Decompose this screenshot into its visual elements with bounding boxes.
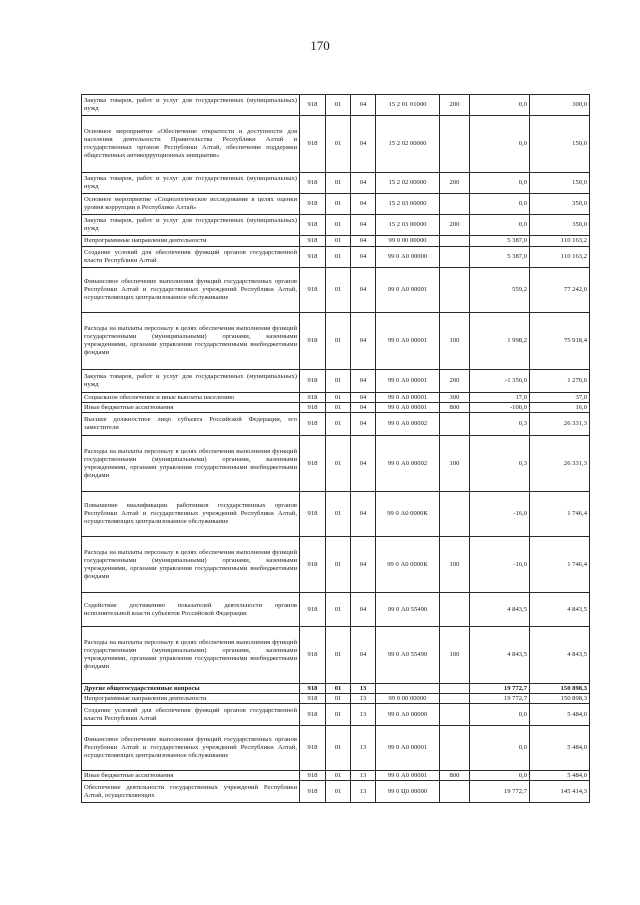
ved-code-cell: 918 [300,116,326,173]
table-row [82,436,590,492]
expense-type-cell: 300 [440,393,470,403]
section-code-cell: 01 [326,268,351,313]
expense-type-cell [440,726,470,771]
total-amount-cell: 150 898,3 [530,684,590,694]
target-article-cell: 99 0 А0 0000К [376,492,440,537]
target-article-cell: 99 0 А0 00000 [376,247,440,268]
change-amount-cell: -16,0 [470,492,530,537]
subsection-code-cell: 04 [351,313,376,370]
expense-type-cell [440,236,470,247]
subsection-code-cell: 04 [351,247,376,268]
table-row [82,173,590,194]
target-article-cell: 99 0 А0 0000К [376,537,440,593]
subsection-code-cell: 13 [351,726,376,771]
section-code-cell: 01 [326,593,351,627]
total-amount-cell: 77 242,0 [530,268,590,313]
subsection-code-cell: 04 [351,403,376,413]
section-code-cell: 01 [326,684,351,694]
subsection-code-cell: 04 [351,436,376,492]
total-amount-cell: 26 331,3 [530,436,590,492]
section-code-cell: 01 [326,726,351,771]
table-row [82,313,590,370]
target-article-cell: 99 0 А0 00001 [376,726,440,771]
section-code-cell: 01 [326,627,351,684]
total-amount-cell: 350,0 [530,215,590,236]
total-amount-cell: 4 843,5 [530,627,590,684]
change-amount-cell: 1 998,2 [470,313,530,370]
row-name-cell: Высшее должностное лицо субъекта Российской Федерации, его заместители [82,413,300,436]
row-name-cell: Закупка товаров, работ и услуг для государственных (муниципальных) нужд [82,95,300,116]
total-amount-cell: 150,0 [530,116,590,173]
ved-code-cell: 918 [300,393,326,403]
expense-type-cell: 200 [440,370,470,393]
table-row [82,694,590,704]
table-row [82,194,590,215]
row-name-cell: Закупка товаров, работ и услуг для государственных (муниципальных) нужд [82,215,300,236]
total-amount-cell: 4 843,5 [530,593,590,627]
total-amount-cell: 150 898,3 [530,694,590,704]
target-article-cell: 99 0 А0 00001 [376,370,440,393]
change-amount-cell: 5 387,0 [470,236,530,247]
target-article-cell: 99 0 Ц0 00000 [376,781,440,803]
change-amount-cell: -1 356,0 [470,370,530,393]
budget-table [81,94,590,803]
row-name-cell: Создание условий для обеспечения функций органов государственной власти Республики Алтай [82,247,300,268]
ved-code-cell: 918 [300,537,326,593]
row-name-cell: Непрограммные направления деятельности [82,236,300,247]
ved-code-cell: 918 [300,403,326,413]
total-amount-cell: 300,0 [530,95,590,116]
ved-code-cell: 918 [300,436,326,492]
section-code-cell: 01 [326,370,351,393]
total-amount-cell: 145 414,3 [530,781,590,803]
total-amount-cell: 350,0 [530,194,590,215]
target-article-cell: 99 0 А0 00002 [376,413,440,436]
target-article-cell: 15 2 01 01000 [376,95,440,116]
target-article-cell: 99 0 А0 00001 [376,313,440,370]
row-name-cell: Закупка товаров, работ и услуг для государственных (муниципальных) нужд [82,370,300,393]
expense-type-cell: 800 [440,403,470,413]
change-amount-cell: 0,0 [470,95,530,116]
table-row [82,403,590,413]
subsection-code-cell: 04 [351,236,376,247]
ved-code-cell: 918 [300,771,326,781]
ved-code-cell: 918 [300,694,326,704]
ved-code-cell: 918 [300,726,326,771]
total-amount-cell: 5 484,0 [530,704,590,726]
change-amount-cell: 4 843,5 [470,627,530,684]
change-amount-cell: 0,0 [470,173,530,194]
expense-type-cell [440,413,470,436]
expense-type-cell: 100 [440,537,470,593]
target-article-cell: 15 2 03 00000 [376,194,440,215]
table-row [82,268,590,313]
ved-code-cell: 918 [300,194,326,215]
ved-code-cell: 918 [300,370,326,393]
subsection-code-cell: 04 [351,492,376,537]
section-code-cell: 01 [326,704,351,726]
change-amount-cell: 5 387,0 [470,247,530,268]
row-name-cell: Другие общегосударственные вопросы [82,684,300,694]
change-amount-cell: 0,0 [470,116,530,173]
row-name-cell: Финансовое обеспечение выполнения функций государственных органов Республики Алтай и государственных учреждений Республики Алтай, осуществляющих централизованное обслуживание [82,268,300,313]
expense-type-cell [440,116,470,173]
total-amount-cell: 150,0 [530,173,590,194]
expense-type-cell: 100 [440,313,470,370]
expense-type-cell [440,492,470,537]
total-amount-cell: 110 163,2 [530,236,590,247]
total-amount-cell: 1 746,4 [530,537,590,593]
table-row [82,247,590,268]
section-code-cell: 01 [326,215,351,236]
target-article-cell: 99 0 00 00000 [376,236,440,247]
change-amount-cell: 4 843,5 [470,593,530,627]
ved-code-cell: 918 [300,781,326,803]
change-amount-cell: 19 772,7 [470,684,530,694]
subsection-code-cell: 04 [351,95,376,116]
row-name-cell: Расходы на выплаты персоналу в целях обеспечения выполнения функций государственными (муниципальными) органами, казенными учреждениями, органами управления государственными внебюджетными фондами [82,537,300,593]
target-article-cell: 99 0 А0 00002 [376,436,440,492]
ved-code-cell: 918 [300,215,326,236]
change-amount-cell: 0,0 [470,704,530,726]
target-article-cell: 99 0 А0 00001 [376,268,440,313]
change-amount-cell: 0,0 [470,194,530,215]
target-article-cell: 99 0 А0 00001 [376,403,440,413]
row-name-cell: Расходы на выплаты персоналу в целях обеспечения выполнения функций государственными (муниципальными) органами, казенными учреждениями, органами управления государственными внебюджетными фондами [82,436,300,492]
table-row [82,370,590,393]
section-code-cell: 01 [326,436,351,492]
target-article-cell: 15 2 03 00000 [376,215,440,236]
expense-type-cell [440,684,470,694]
row-name-cell: Социальное обеспечение и иные выплаты населению [82,393,300,403]
total-amount-cell: 110 163,2 [530,247,590,268]
expense-type-cell [440,704,470,726]
section-code-cell: 01 [326,781,351,803]
row-name-cell: Основное мероприятие «Социологическое исследование в целях оценки уровня коррупции в Республике Алтай» [82,194,300,215]
table-row [82,684,590,694]
target-article-cell: 99 0 А0 55490 [376,593,440,627]
section-code-cell: 01 [326,116,351,173]
expense-type-cell: 200 [440,173,470,194]
total-amount-cell: 1 746,4 [530,492,590,537]
row-name-cell: Закупка товаров, работ и услуг для государственных (муниципальных) нужд [82,173,300,194]
change-amount-cell: 19 772,7 [470,694,530,704]
target-article-cell: 15 2 02 00000 [376,173,440,194]
target-article-cell: 99 0 А0 00001 [376,771,440,781]
target-article-cell: 15 2 02 00000 [376,116,440,173]
subsection-code-cell: 04 [351,537,376,593]
change-amount-cell: 17,0 [470,393,530,403]
ved-code-cell: 918 [300,236,326,247]
subsection-code-cell: 04 [351,194,376,215]
target-article-cell: 99 0 А0 55490 [376,627,440,684]
table-row [82,537,590,593]
subsection-code-cell: 13 [351,684,376,694]
row-name-cell: Обеспечение деятельности государственных учреждений Республики Алтай, осуществляющих [82,781,300,803]
ved-code-cell: 918 [300,627,326,684]
expense-type-cell: 800 [440,771,470,781]
row-name-cell: Иные бюджетные ассигнования [82,771,300,781]
table-row [82,492,590,537]
section-code-cell: 01 [326,403,351,413]
total-amount-cell: 75 918,4 [530,313,590,370]
table-row [82,413,590,436]
table-row [82,95,590,116]
section-code-cell: 01 [326,492,351,537]
expense-type-cell: 100 [440,436,470,492]
table-row [82,236,590,247]
change-amount-cell: 0,0 [470,215,530,236]
section-code-cell: 01 [326,194,351,215]
total-amount-cell: 1 270,6 [530,370,590,393]
ved-code-cell: 918 [300,313,326,370]
subsection-code-cell: 13 [351,781,376,803]
expense-type-cell [440,593,470,627]
subsection-code-cell: 04 [351,627,376,684]
row-name-cell: Повышение квалификации работников государственных органов Республики Алтай и государственных учреждений Республики Алтай, осуществляющих централизованное обслуживание [82,492,300,537]
row-name-cell: Содействие достижению показателей деятельности органов исполнительной власти субъектов Российской Федерации [82,593,300,627]
change-amount-cell: 0,0 [470,726,530,771]
row-name-cell: Создание условий для обеспечения функций органов государственной власти Республики Алтай [82,704,300,726]
section-code-cell: 01 [326,313,351,370]
total-amount-cell: 37,0 [530,393,590,403]
subsection-code-cell: 04 [351,116,376,173]
row-name-cell: Непрограммные направления деятельности [82,694,300,704]
subsection-code-cell: 13 [351,704,376,726]
total-amount-cell: 16,0 [530,403,590,413]
change-amount-cell: 19 772,7 [470,781,530,803]
row-name-cell: Основное мероприятие «Обеспечение открытости и доступности для населения деятельности Правительства Республики Алтай и государственных органов Республики Алтай, обеспечение поддержки общественных антикоррупционных инициатив» [82,116,300,173]
table-row [82,116,590,173]
section-code-cell: 01 [326,537,351,593]
total-amount-cell: 26 331,3 [530,413,590,436]
ved-code-cell: 918 [300,492,326,537]
subsection-code-cell: 04 [351,215,376,236]
ved-code-cell: 918 [300,95,326,116]
change-amount-cell: 0,3 [470,436,530,492]
total-amount-cell: 5 484,0 [530,771,590,781]
expense-type-cell: 200 [440,215,470,236]
target-article-cell [376,684,440,694]
ved-code-cell: 918 [300,593,326,627]
table-row [82,593,590,627]
subsection-code-cell: 04 [351,370,376,393]
total-amount-cell: 5 484,0 [530,726,590,771]
target-article-cell: 99 0 А0 00000 [376,704,440,726]
section-code-cell: 01 [326,173,351,194]
table-row [82,627,590,684]
subsection-code-cell: 13 [351,771,376,781]
ved-code-cell: 918 [300,704,326,726]
table-row [82,393,590,403]
section-code-cell: 01 [326,236,351,247]
expense-type-cell: 100 [440,627,470,684]
ved-code-cell: 918 [300,413,326,436]
expense-type-cell [440,781,470,803]
subsection-code-cell: 04 [351,268,376,313]
table-row [82,215,590,236]
table-row [82,771,590,781]
ved-code-cell: 918 [300,684,326,694]
table-row [82,726,590,771]
row-name-cell: Финансовое обеспечение выполнения функций государственных органов Республики Алтай и государственных учреждений Республики Алтай, осуществляющих централизованное обслуживание [82,726,300,771]
section-code-cell: 01 [326,694,351,704]
change-amount-cell: 559,2 [470,268,530,313]
subsection-code-cell: 04 [351,593,376,627]
row-name-cell: Расходы на выплаты персоналу в целях обеспечения выполнения функций государственными (муниципальными) органами, казенными учреждениями, органами управления государственными внебюджетными фондами [82,313,300,370]
row-name-cell: Расходы на выплаты персоналу в целях обеспечения выполнения функций государственными (муниципальными) органами, казенными учреждениями, органами управления государственными внебюджетными фондами [82,627,300,684]
expense-type-cell: 200 [440,95,470,116]
ved-code-cell: 918 [300,247,326,268]
subsection-code-cell: 04 [351,393,376,403]
page-number: 170 [310,38,330,53]
table-row [82,781,590,803]
change-amount-cell: -100,0 [470,403,530,413]
change-amount-cell: 0,0 [470,771,530,781]
subsection-code-cell: 13 [351,694,376,704]
expense-type-cell [440,247,470,268]
ved-code-cell: 918 [300,268,326,313]
target-article-cell: 99 0 00 00000 [376,694,440,704]
row-name-cell: Иные бюджетные ассигнования [82,403,300,413]
expense-type-cell [440,694,470,704]
section-code-cell: 01 [326,771,351,781]
target-article-cell: 99 0 А0 00001 [376,393,440,403]
expense-type-cell [440,194,470,215]
section-code-cell: 01 [326,95,351,116]
expense-type-cell [440,268,470,313]
change-amount-cell: 0,3 [470,413,530,436]
subsection-code-cell: 04 [351,173,376,194]
section-code-cell: 01 [326,393,351,403]
section-code-cell: 01 [326,413,351,436]
change-amount-cell: -16,0 [470,537,530,593]
subsection-code-cell: 04 [351,413,376,436]
section-code-cell: 01 [326,247,351,268]
table-row [82,704,590,726]
ved-code-cell: 918 [300,173,326,194]
